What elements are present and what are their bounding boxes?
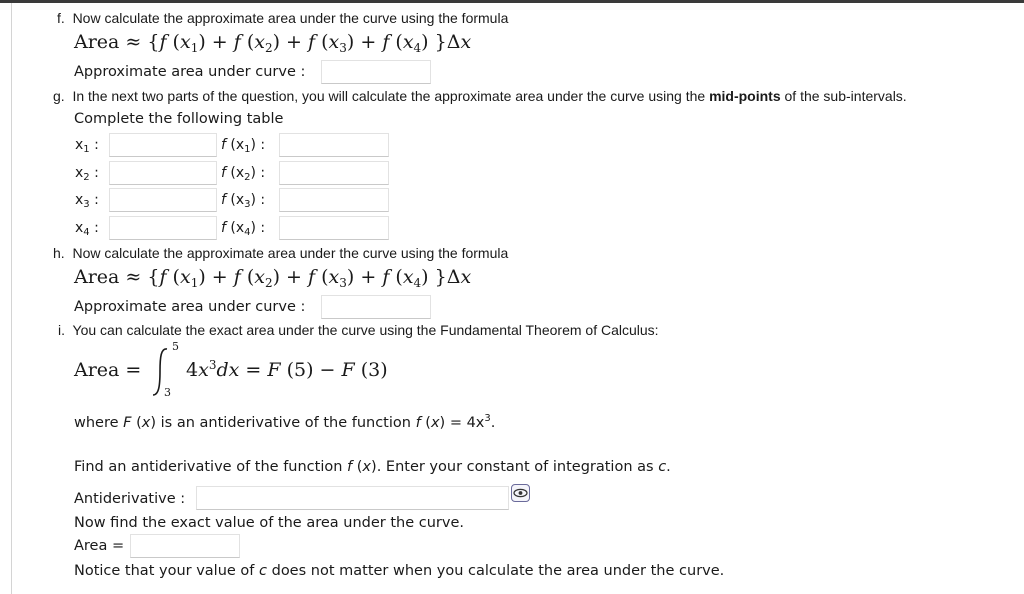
f-x1-input[interactable] bbox=[279, 133, 389, 157]
part-i-instruction: i. You can calculate the exact area under the curve using the Fundamental Theorem of Calculus: bbox=[58, 322, 659, 338]
part-f-answer-label: Approximate area under curve : bbox=[74, 64, 306, 80]
where-text: where F (x) is an antiderivative of the function f $(x) = 4x^3$. bbox=[74, 413, 496, 431]
x3-input[interactable] bbox=[109, 188, 217, 212]
exact-value-prompt: Now find the exact value of the area under the curve. bbox=[74, 515, 464, 531]
lower-limit: 3 bbox=[164, 386, 171, 399]
x3-label: $x_3$ : bbox=[75, 192, 99, 210]
top-bar bbox=[0, 0, 1024, 3]
exact-area-input[interactable] bbox=[130, 534, 240, 558]
eye-icon bbox=[512, 485, 529, 501]
part-h-area-input[interactable] bbox=[321, 295, 431, 319]
area-label: Area = bbox=[74, 538, 125, 554]
x1-label: $x_1$ : bbox=[75, 137, 99, 155]
part-g-instruction: g. In the next two parts of the question, you will calculate the approximate area under the curve using the mid-points of the sub-intervals. bbox=[53, 88, 907, 104]
x2-label: $x_2$ : bbox=[75, 165, 99, 183]
antiderivative-input[interactable] bbox=[196, 486, 509, 510]
part-h-formula: Area ≈ {f $(x_1) + f$ $(x_2) + f$ $(x_3) + f$ $(x_4)$ }Δx bbox=[74, 266, 472, 290]
preview-button[interactable] bbox=[511, 484, 530, 502]
x2-input[interactable] bbox=[109, 161, 217, 185]
part-f-formula: Area ≈ {f $(x_1) + f$ $(x_2) + f$ $(x_3) + f$ $(x_4)$ }Δx bbox=[74, 31, 472, 55]
part-h-instruction: h. Now calculate the approximate area under the curve using the formula bbox=[53, 245, 509, 261]
f-x2-label: f $(x_2)$ : bbox=[221, 165, 266, 183]
part-f-instruction: f. Now calculate the approximate area under the curve using the formula bbox=[57, 10, 509, 26]
find-antiderivative-text: Find an antiderivative of the function f (x). Enter your constant of integration as c. bbox=[74, 459, 671, 475]
x4-label: $x_4$ : bbox=[75, 220, 99, 238]
antiderivative-label: Antiderivative : bbox=[74, 491, 186, 507]
part-f-area-input[interactable] bbox=[321, 60, 431, 84]
left-border bbox=[11, 3, 12, 594]
f-x4-label: f $(x_4)$ : bbox=[221, 220, 266, 238]
table-intro: Complete the following table bbox=[74, 111, 284, 127]
f-x3-input[interactable] bbox=[279, 188, 389, 212]
f-x3-label: f $(x_3)$ : bbox=[221, 192, 266, 210]
integrand: $4x^3dx = F$ (5) − F (3) bbox=[186, 358, 388, 381]
f-x1-label: f $(x_1)$ : bbox=[221, 137, 266, 155]
x4-input[interactable] bbox=[109, 216, 217, 240]
f-x4-input[interactable] bbox=[279, 216, 389, 240]
part-h-answer-label: Approximate area under curve : bbox=[74, 299, 306, 315]
f-x2-input[interactable] bbox=[279, 161, 389, 185]
notice-text: Notice that your value of c does not matter when you calculate the area under the curve. bbox=[74, 563, 725, 579]
integral-formula: Area = bbox=[74, 359, 142, 381]
x1-input[interactable] bbox=[109, 133, 217, 157]
upper-limit: 5 bbox=[172, 340, 179, 353]
